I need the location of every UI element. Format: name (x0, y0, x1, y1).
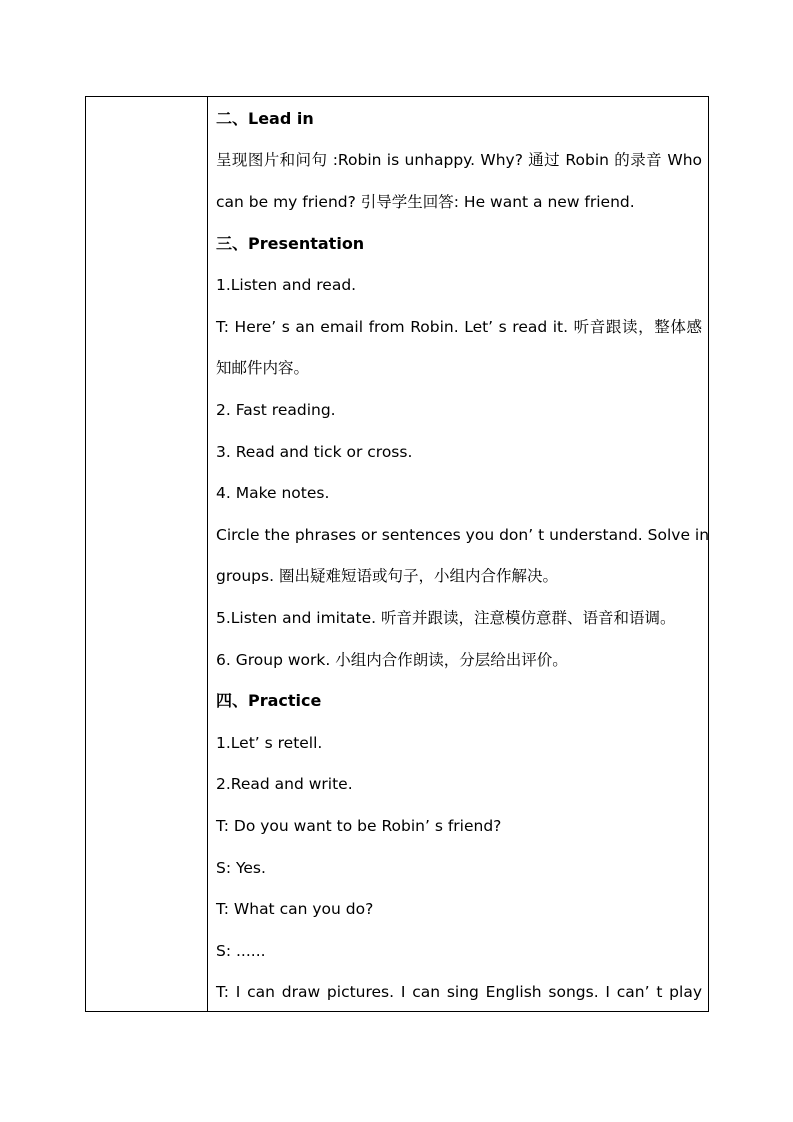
practice-heading: 四、Practice (216, 691, 322, 710)
dialogue-line-4: S: ...... (216, 942, 266, 960)
presentation-step-1-detail-line-2: 知邮件内容。 (216, 359, 310, 377)
presentation-step-2: 2. Fast reading. (216, 401, 336, 419)
practice-step-2: 2.Read and write. (216, 775, 353, 793)
table-content-cell (208, 97, 708, 1011)
dialogue-line-3: T: What can you do? (216, 900, 374, 918)
dialogue-line-1: T: Do you want to be Robin’ s friend? (216, 817, 502, 835)
presentation-step-3: 3. Read and tick or cross. (216, 443, 413, 461)
presentation-heading: 三、Presentation (216, 234, 365, 253)
presentation-step-4-detail-line-2: groups. 圈出疑难短语或句子，小组内合作解决。 (216, 567, 558, 585)
lesson-plan-table (85, 96, 709, 1012)
presentation-step-4: 4. Make notes. (216, 484, 330, 502)
lead-in-text-line-1: 呈现图片和问句 :Robin is unhappy. Why? 通过 Robin 的录音 Who (216, 151, 702, 169)
dialogue-line-2: S: Yes. (216, 859, 266, 877)
presentation-step-1: 1.Listen and read. (216, 276, 357, 294)
table-left-cell (86, 97, 208, 1011)
presentation-step-4-detail-line-1: Circle the phrases or sentences you don’ t understand. Solve in (216, 526, 710, 544)
lead-in-text-line-2: can be my friend? 引导学生回答: He want a new friend. (216, 193, 635, 211)
presentation-step-5: 5.Listen and imitate. 听音并跟读，注意模仿意群、语音和语调。 (216, 609, 676, 627)
presentation-step-6: 6. Group work. 小组内合作朗读，分层给出评价。 (216, 651, 568, 669)
presentation-step-1-detail-line-1: T: Here’ s an email from Robin. Let’ s read it. 听音跟读，整体感 (216, 318, 702, 336)
practice-step-1: 1.Let’ s retell. (216, 734, 323, 752)
dialogue-line-5: T: I can draw pictures. I can sing English songs. I can’ t play (216, 983, 702, 1001)
lead-in-heading: 二、Lead in (216, 109, 314, 128)
